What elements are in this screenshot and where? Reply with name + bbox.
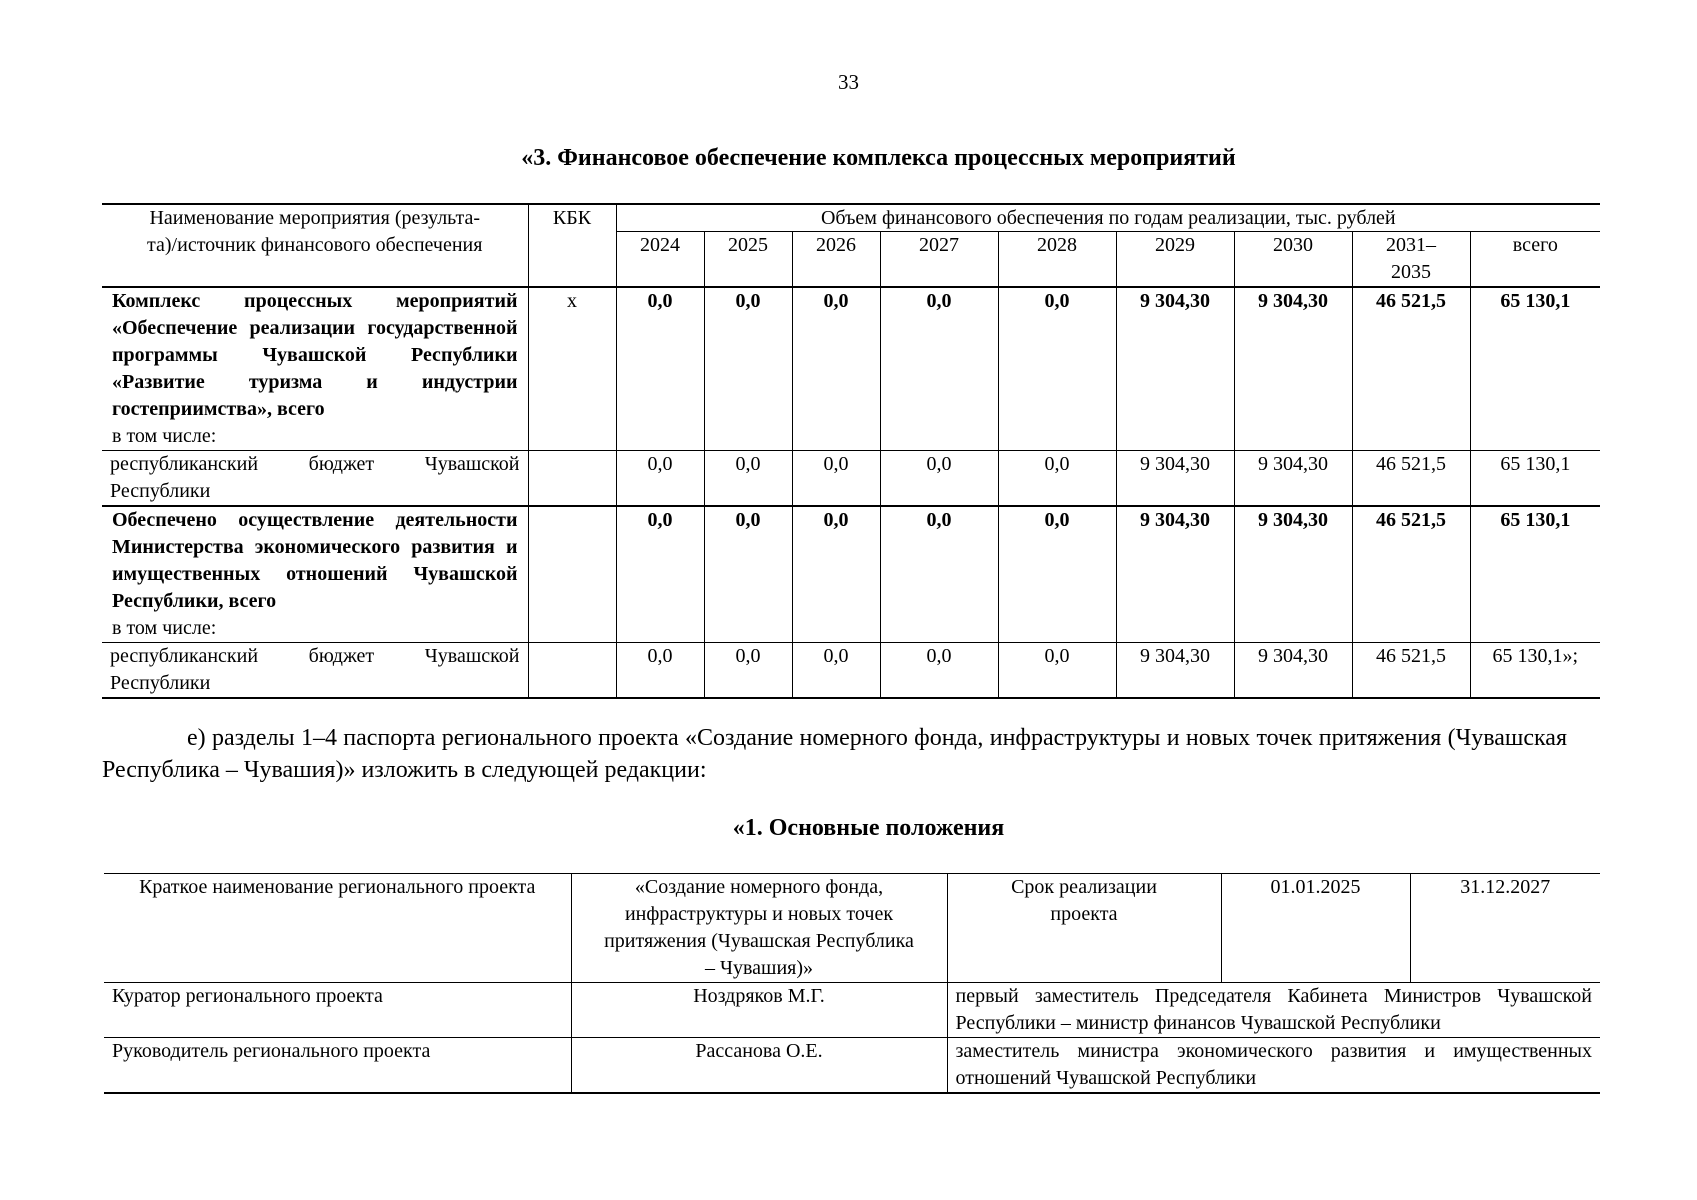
value-cell: 0,0 — [792, 506, 880, 643]
year-header: 2028 — [998, 232, 1116, 288]
value-cell: 0,0 — [616, 643, 704, 699]
value-cell: 9 304,30 — [1234, 287, 1352, 451]
value-cell: 46 521,5 — [1352, 287, 1470, 451]
value-cell-total: 65 130,1 — [1470, 451, 1600, 507]
curator-person: Ноздряков М.Г. — [571, 983, 947, 1038]
head-position: заместитель министра экономического развития и имущественных отношений Чувашской Республики — [947, 1038, 1600, 1094]
value-cell-total: 65 130,1 — [1470, 287, 1600, 451]
header-kbk: КБК — [528, 204, 616, 287]
table-row — [104, 874, 1600, 983]
value-cell: 46 521,5 — [1352, 506, 1470, 643]
value-cell-total: 65 130,1 — [1470, 506, 1600, 643]
term-end: 31.12.2027 — [1410, 874, 1600, 983]
row-kbk — [528, 506, 616, 643]
page-number: 33 — [838, 70, 859, 94]
value-cell: 9 304,30 — [1234, 451, 1352, 507]
term-start: 01.01.2025 — [1221, 874, 1410, 983]
value-cell: 9 304,30 — [1234, 643, 1352, 699]
value-cell: 0,0 — [880, 451, 998, 507]
row-name: Обеспечено осуществление деятельности Министерства экономического развития и имущественных отношений Чувашской Республики, всего в том числе: — [102, 506, 528, 643]
year-header: 2024 — [616, 232, 704, 288]
header-name-cell: Наименование мероприятия (результа- та)/источник финансового обеспечения — [102, 204, 528, 287]
table-row — [102, 451, 1600, 507]
short-name-label: Краткое наименование регионального проекта — [104, 874, 571, 983]
value-cell: 46 521,5 — [1352, 451, 1470, 507]
value-cell: 9 304,30 — [1234, 506, 1352, 643]
curator-label: Куратор регионального проекта — [104, 983, 571, 1038]
value-cell: 0,0 — [880, 287, 998, 451]
value-cell: 0,0 — [998, 451, 1116, 507]
table-row — [104, 1038, 1600, 1094]
value-cell-total: 65 130,1»; — [1470, 643, 1600, 699]
row-name: республиканский бюджет Чувашской Республики — [102, 643, 528, 699]
row-name: Комплекс процессных мероприятий «Обеспечение реализации государственной программы Чувашской Республики «Развитие туризма и индустрии гостеприимства», всего в том числе: — [102, 287, 528, 451]
value-cell: 0,0 — [998, 287, 1116, 451]
table-row — [102, 643, 1600, 699]
value-cell: 0,0 — [704, 506, 792, 643]
value-cell: 0,0 — [704, 451, 792, 507]
value-cell: 0,0 — [704, 643, 792, 699]
value-cell: 0,0 — [616, 451, 704, 507]
value-cell: 0,0 — [880, 643, 998, 699]
curator-position: первый заместитель Председателя Кабинета Министров Чувашской Республики – министр финансов Чувашской Республики — [947, 983, 1600, 1038]
value-cell: 9 304,30 — [1116, 643, 1234, 699]
table-row — [102, 506, 1600, 643]
value-cell: 0,0 — [792, 643, 880, 699]
head-person: Рассанова О.Е. — [571, 1038, 947, 1094]
year-header: 2030 — [1234, 232, 1352, 288]
header-volume: Объем финансового обеспечения по годам реализации, тыс. рублей — [616, 204, 1600, 232]
value-cell: 9 304,30 — [1116, 451, 1234, 507]
section-1-title: «1. Основные положения — [732, 815, 1005, 841]
table-row — [102, 287, 1600, 451]
row-name: республиканский бюджет Чувашской Республики — [102, 451, 528, 507]
section-3-title: «3. Финансовое обеспечение комплекса процессных мероприятий — [521, 145, 1236, 171]
value-cell: 0,0 — [792, 287, 880, 451]
value-cell: 0,0 — [792, 451, 880, 507]
row-kbk — [528, 643, 616, 699]
year-header-total: всего — [1470, 232, 1600, 288]
year-header: 2025 — [704, 232, 792, 288]
value-cell: 46 521,5 — [1352, 643, 1470, 699]
head-label: Руководитель регионального проекта — [104, 1038, 571, 1094]
year-header: 2029 — [1116, 232, 1234, 288]
value-cell: 0,0 — [616, 287, 704, 451]
paragraph-e: е) разделы 1–4 паспорта регионального проекта «Создание номерного фонда, инфраструктуры и новых точек притяжения (Чувашская Республика – Чувашия)» изложить в следующей редакции: — [102, 725, 1567, 783]
value-cell: 0,0 — [704, 287, 792, 451]
row-kbk — [528, 451, 616, 507]
short-name-value: «Создание номерного фонда, инфраструктуры и новых точек притяжения (Чувашская Республика – Чувашия)» — [571, 874, 947, 983]
value-cell: 0,0 — [998, 643, 1116, 699]
value-cell: 0,0 — [880, 506, 998, 643]
value-cell: 9 304,30 — [1116, 287, 1234, 451]
finance-table — [102, 203, 1600, 699]
year-header: 2031– 2035 — [1352, 232, 1470, 288]
value-cell: 0,0 — [998, 506, 1116, 643]
positions-table — [104, 873, 1600, 1094]
row-kbk: х — [528, 287, 616, 451]
year-header: 2026 — [792, 232, 880, 288]
term-label: Срок реализации проекта — [947, 874, 1221, 983]
year-header: 2027 — [880, 232, 998, 288]
value-cell: 9 304,30 — [1116, 506, 1234, 643]
table-row — [104, 983, 1600, 1038]
value-cell: 0,0 — [616, 506, 704, 643]
